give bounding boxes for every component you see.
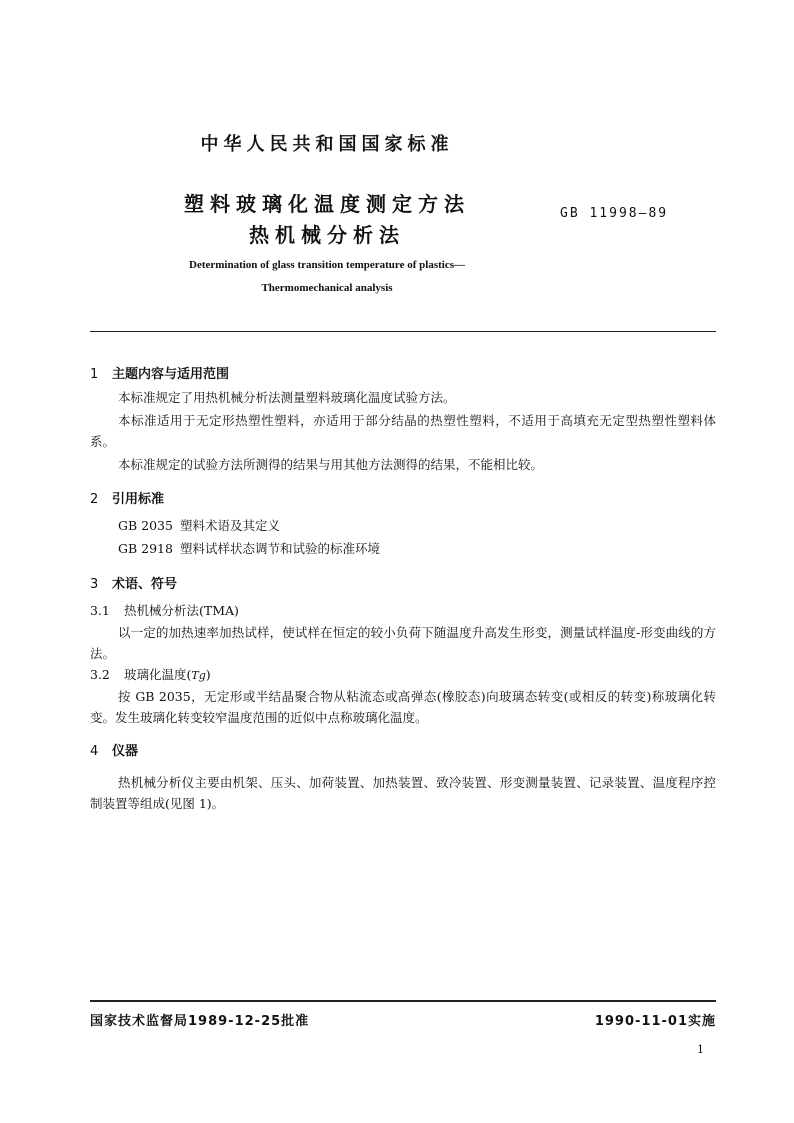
section-2-heading bbox=[90, 488, 164, 507]
subsection-number: 3.1 bbox=[90, 603, 110, 618]
section-4-heading bbox=[90, 740, 138, 759]
header-divider bbox=[90, 331, 716, 332]
reference-text: 塑料试样状态调节和试验的标准环境 bbox=[180, 541, 381, 556]
subsection-title-post: ) bbox=[205, 667, 211, 682]
page-number: 1 bbox=[697, 1043, 704, 1056]
section-number: 2 bbox=[90, 492, 99, 507]
section-1-paragraph-1: 本标准规定了用热机械分析法测量塑料玻璃化温度试验方法。 bbox=[118, 390, 456, 405]
english-title-line-2: Thermomechanical analysis bbox=[261, 282, 393, 294]
implementation-line: 1990-11-01实施 bbox=[594, 1014, 716, 1029]
subsection-title-pre: 玻璃化温度( bbox=[124, 667, 192, 682]
reference-code: GB 2918 bbox=[118, 541, 173, 556]
reference-item bbox=[118, 538, 380, 560]
section-number: 4 bbox=[90, 744, 99, 759]
title-line-2: 热机械分析法 bbox=[249, 223, 405, 247]
section-1-paragraph-3: 本标准规定的试验方法所测得的结果与用其他方法测得的结果，不能相比较。 bbox=[118, 457, 544, 472]
subsection-3-2-heading bbox=[90, 665, 211, 683]
reference-code: GB 2035 bbox=[118, 518, 173, 533]
tg-symbol: Tg bbox=[191, 669, 206, 682]
section-title: 仪器 bbox=[112, 744, 139, 759]
nation-standard-heading: 中华人民共和国国家标准 bbox=[200, 134, 454, 155]
section-title: 引用标准 bbox=[112, 492, 165, 507]
section-number: 1 bbox=[90, 367, 99, 382]
approval-line: 国家技术监督局1989-12-25批准 bbox=[90, 1014, 310, 1029]
subsection-number: 3.2 bbox=[90, 667, 110, 682]
subsection-3-1-heading bbox=[90, 601, 239, 619]
subsection-title: 热机械分析法(TMA) bbox=[124, 603, 239, 618]
english-title-line-1: Determination of glass transition temperature of plastics— bbox=[189, 259, 465, 271]
reference-item bbox=[118, 515, 280, 537]
section-3-heading bbox=[90, 573, 177, 592]
subsection-3-2-text: 按 GB 2035，无定形或半结晶聚合物从粘流态或高弹态(橡胶态)向玻璃态转变(或相反的转变)称玻璃化转变。发生玻璃化转变较窄温度范围的近似中点称玻璃化温度。 bbox=[90, 689, 716, 725]
reference-text: 塑料术语及其定义 bbox=[180, 518, 281, 533]
subsection-3-1-text: 以一定的加热速率加热试样，使试样在恒定的较小负荷下随温度升高发生形变，测量试样温度-形变曲线的方法。 bbox=[90, 625, 716, 661]
section-1-heading bbox=[90, 363, 229, 382]
title-line-1: 塑料玻璃化温度测定方法 bbox=[184, 192, 470, 216]
section-title: 术语、符号 bbox=[112, 577, 178, 592]
section-1-paragraph-2: 本标准适用于无定形热塑性塑料，亦适用于部分结晶的热塑性塑料，不适用于高填充无定型热塑性塑料体系。 bbox=[90, 413, 716, 449]
section-number: 3 bbox=[90, 577, 99, 592]
footer-divider bbox=[90, 1000, 716, 1002]
section-title: 主题内容与适用范围 bbox=[112, 367, 230, 382]
gb-number: GB 11998—89 bbox=[560, 206, 669, 221]
section-4-paragraph-1: 热机械分析仪主要由机架、压头、加荷装置、加热装置、致冷装置、形变测量装置、记录装置、温度程序控制装置等组成(见图 1)。 bbox=[90, 775, 716, 811]
